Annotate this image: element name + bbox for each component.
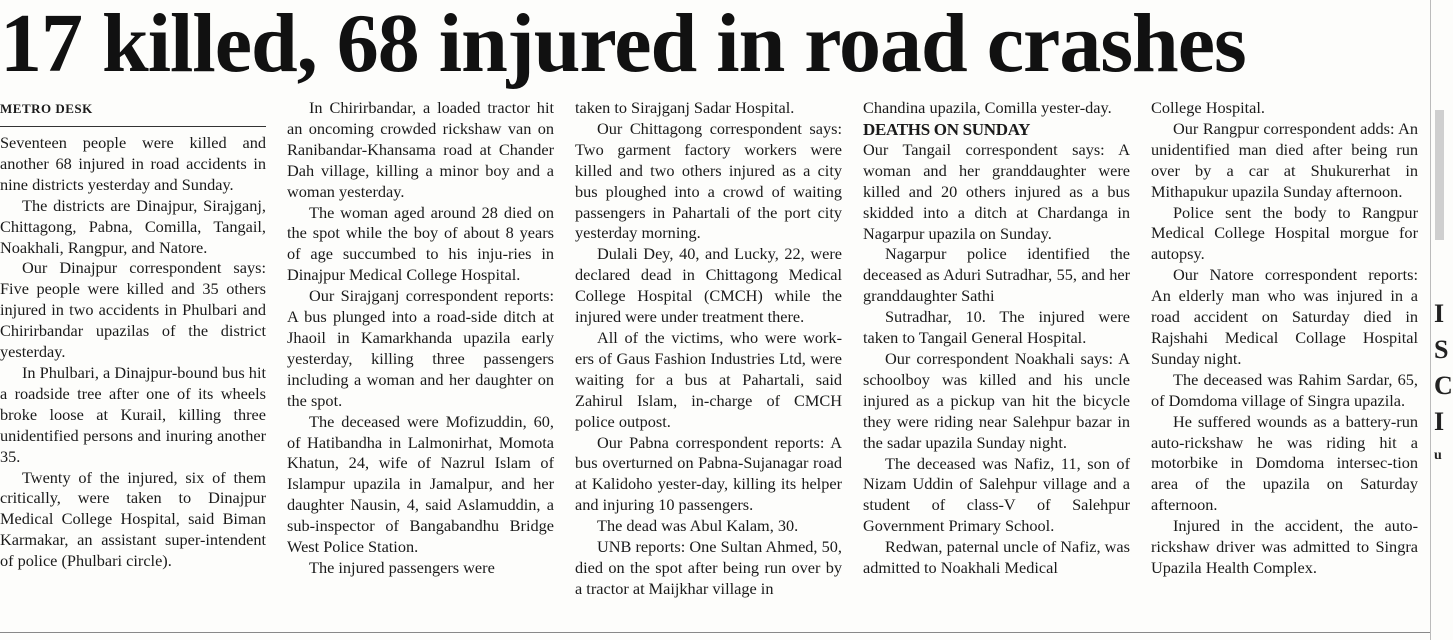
paragraph: Chandina upazila, Comilla yester-day. (863, 98, 1112, 117)
paragraph: Police sent the body to Rangpur Medical College Hospital morgue for autopsy. (1151, 202, 1418, 264)
paragraph: Our Rangpur correspondent adds: An unidentified man died after being run over by a car at Shukurerhat in Mithapukur upazila Sunday afternoon. (1151, 118, 1418, 201)
paragraph: All of the victims, who were work-ers of Gaus Fashion Industries Ltd, were waiting for a bus at Pahartali, said Zahirul Islam, in-charge of CMCH police outpost. (575, 327, 842, 431)
article-column-3 (575, 98, 842, 628)
paragraph: The deceased was Rahim Sardar, 65, of Domdoma village of Singra upazila. (1151, 369, 1418, 410)
article-column-4 (863, 98, 1130, 628)
paragraph: UNB reports: One Sultan Ahmed, 50, died on the spot after being run over by a tractor at Maijkhar village in (575, 537, 842, 598)
paragraph: Sutradhar, 10. The injured were taken to Tangail General Hospital. (863, 307, 1130, 348)
paragraph: Our Dinajpur correspondent says: Five people were killed and 35 others injured in two accidents in Phulbari and Chirirbandar upazilas of the district yesterday. (0, 258, 266, 362)
paragraph: The injured passengers were (309, 557, 495, 577)
paragraph: In Chirirbandar, a loaded tractor hit an oncoming crowded rickshaw van on Ranibandar-Khansama road at Chander Dah village, killing a minor boy and a woman yesterday. (287, 98, 554, 201)
paragraph: Twenty of the injured, six of them critically, were taken to Dinajpur Medical College Hospital, said Biman Karmakar, an assistant super-intendent of police (Phulbari circle). (0, 467, 266, 571)
paragraph: The districts are Dinajpur, Sirajganj, Chittagong, Pabna, Comilla, Tangail, Noakhali, Rangpur, and Natore. (0, 195, 266, 257)
paragraph: Our Natore correspondent reports: An elderly man who was injured in a road accident on Saturday died in Rajshahi Medical Collage Hospital Sunday night. (1151, 265, 1418, 368)
paragraph: Nagarpur police identified the deceased as Aduri Sutradhar, 55, and her granddaughter Sathi (863, 244, 1130, 306)
article-column-5 (1151, 98, 1418, 628)
paragraph: The deceased were Mofizuddin, 60, of Hatibandha in Lalmonirhat, Momota Khatun, 24, wife of Nazrul Islam of Islampur upazila in Jamalpur, and her daughter Nausin, 4, said Aslamuddin, a sub-inspector of Bangabandhu Bridge West Police Station. (287, 411, 554, 557)
column-divider (1430, 0, 1431, 640)
fragment-letter: u (1434, 448, 1442, 463)
fragment-letter: I (1434, 299, 1445, 328)
fragment-letter: C (1434, 371, 1453, 400)
paragraph: Our correspondent Noakhali says: A schoolboy was killed and his uncle injured as a pickup van hit the bicycle they were riding near Salehpur bazar in the sadar upazila Sunday night. (863, 348, 1130, 452)
paragraph: taken to Sirajganj Sadar Hospital. (575, 98, 795, 117)
byline: METRO DESK (0, 98, 266, 127)
adjacent-photo-edge (1435, 110, 1444, 240)
article-column-1 (0, 98, 266, 628)
paragraph: The woman aged around 28 died on the spot while the boy of about 8 years of age succumbed to his inju-ries in Dinajpur Medical College Hospital. (287, 202, 554, 285)
adjacent-article-fragment (1433, 0, 1453, 640)
paragraph: Seventeen people were killed and another 68 injured in road accidents in nine districts yesterday and Sunday. (0, 133, 266, 194)
paragraph: Dulali Dey, 40, and Lucky, 22, were declared dead in Chittagong Medical College Hospital (CMCH) while the injured were under treatment there. (575, 244, 842, 327)
fragment-letter: I (1434, 407, 1445, 436)
paragraph: Our Pabna correspondent reports: A bus overturned on Pabna-Sujanagar road at Kalidoho yester-day, killing its helper and injuring 10 passengers. (575, 432, 842, 515)
paragraph: Our Chittagong correspondent says: Two garment factory workers were killed and two others injured as a city bus ploughed into a crowd of waiting passengers in Pahartali of the port city yesterday morning. (575, 118, 842, 243)
paragraph: In Phulbari, a Dinajpur-bound bus hit a roadside tree after one of its wheels broke loose at Kurail, killing three unidentified persons and inuring another 35. (0, 362, 266, 466)
paragraph: Redwan, paternal uncle of Nafiz, was admitted to Noakhali Medical (863, 537, 1130, 578)
paragraph: College Hospital. (1151, 98, 1265, 117)
paragraph: Injured in the accident, the auto-rickshaw driver was admitted to Singra Upazila Health Complex. (1151, 516, 1418, 577)
paragraph: Our Sirajganj correspondent reports: A bus plunged into a road-side ditch at Jhaoil in Kamarkhanda upazila early yesterday, killing three passengers including a woman and her daughter on the spot. (287, 286, 554, 410)
paragraph: The dead was Abul Kalam, 30. (597, 516, 799, 536)
headline: 17 killed, 68 injured in road crashes (0, 0, 1246, 90)
bottom-rule (0, 632, 1430, 633)
article-column-2 (287, 98, 554, 628)
subhead-deaths-on-sunday: DEATHS ON SUNDAY (863, 119, 1031, 139)
paragraph: The deceased was Nafiz, 11, son of Nizam Uddin of Salehpur village and a student of class-V of Salehpur Government Primary School. (863, 453, 1130, 536)
paragraph: Our Tangail correspondent says: A woman and her granddaughter were killed and 20 others injured as a bus skidded into a ditch at Chardanga in Nagarpur upazila on Sunday. (863, 139, 1130, 243)
fragment-letter: S (1434, 335, 1449, 364)
paragraph: He suffered wounds as a battery-run auto-rickshaw he was riding hit a motorbike in Domdoma intersec-tion area of the upazila on Saturday afternoon. (1151, 411, 1418, 515)
